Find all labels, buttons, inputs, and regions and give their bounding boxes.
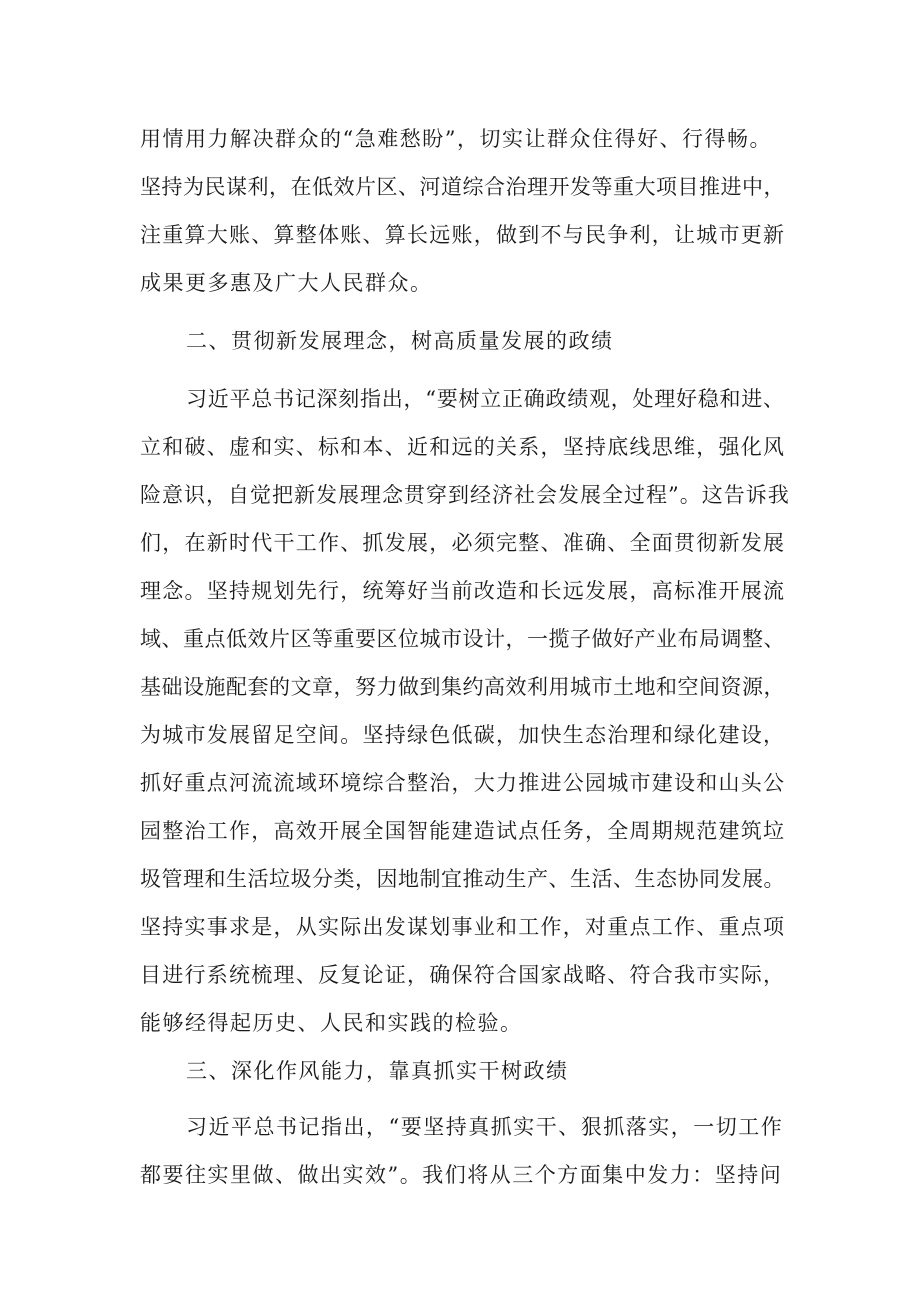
paragraph-line: 用情用力解决群众的“急难愁盼”，切实让群众住得好、行得畅。 [140, 127, 772, 151]
paragraph-line: 坚持为民谋利，在低效片区、河道综合治理开发等重大项目推进中， [140, 175, 785, 199]
paragraph-line: 基础设施配套的文章，努力做到集约高效利用城市土地和空间资源， [140, 675, 785, 699]
paragraph-line: 圾管理和生活垃圾分类，因地制宜推动生产、生活、生态协同发展。 [140, 867, 785, 891]
section-heading-2: 二、贯彻新发展理念，树高质量发展的政绩 [186, 329, 614, 353]
paragraph-line: 习近平总书记指出，“要坚持真抓实干、狠抓落实，一切工作 [186, 1115, 784, 1139]
paragraph-line: 成果更多惠及广大人民群众。 [140, 271, 433, 295]
paragraph-line: 注重算大账、算整体账、算长远账，做到不与民争利，让城市更新 [140, 223, 786, 247]
paragraph-line: 坚持实事求是，从实际出发谋划事业和工作，对重点工作、重点项 [140, 915, 786, 939]
paragraph-line: 为城市发展留足空间。坚持绿色低碳，加快生态治理和绿化建设， [140, 723, 786, 747]
paragraph-line: 险意识，自觉把新发展理念贯穿到经济社会发展全过程”。这告诉我 [140, 483, 790, 507]
paragraph-line: 园整治工作，高效开展全国智能建造试点任务，全周期规范建筑垃 [140, 819, 786, 843]
section-heading-3: 三、深化作风能力，靠真抓实干树政绩 [186, 1059, 569, 1083]
paragraph-line: 抓好重点河流流域环境综合整治，大力推进公园城市建设和山头公 [140, 771, 786, 795]
paragraph-line: 习近平总书记深刻指出，“要树立正确政绩观，处理好稳和进、 [186, 387, 785, 411]
paragraph-line: 域、重点低效片区等重要区位城市设计，一揽子做好产业布局调整、 [140, 627, 785, 651]
paragraph-line: 理念。坚持规划先行，统筹好当前改造和长远发展，高标准开展流 [140, 579, 786, 603]
paragraph-line: 能够经得起历史、人民和实践的检验。 [140, 1011, 523, 1035]
paragraph-line: 们，在新时代干工作、抓发展，必须完整、准确、全面贯彻新发展 [140, 531, 786, 555]
paragraph-line: 立和破、虚和实、标和本、近和远的关系，坚持底线思维，强化风 [140, 435, 786, 459]
paragraph-line: 目进行系统梳理、反复论证，确保符合国家战略、符合我市实际， [140, 963, 786, 987]
paragraph-line: 都要往实里做、做出实效”。我们将从三个方面集中发力：坚持问 [140, 1163, 783, 1187]
